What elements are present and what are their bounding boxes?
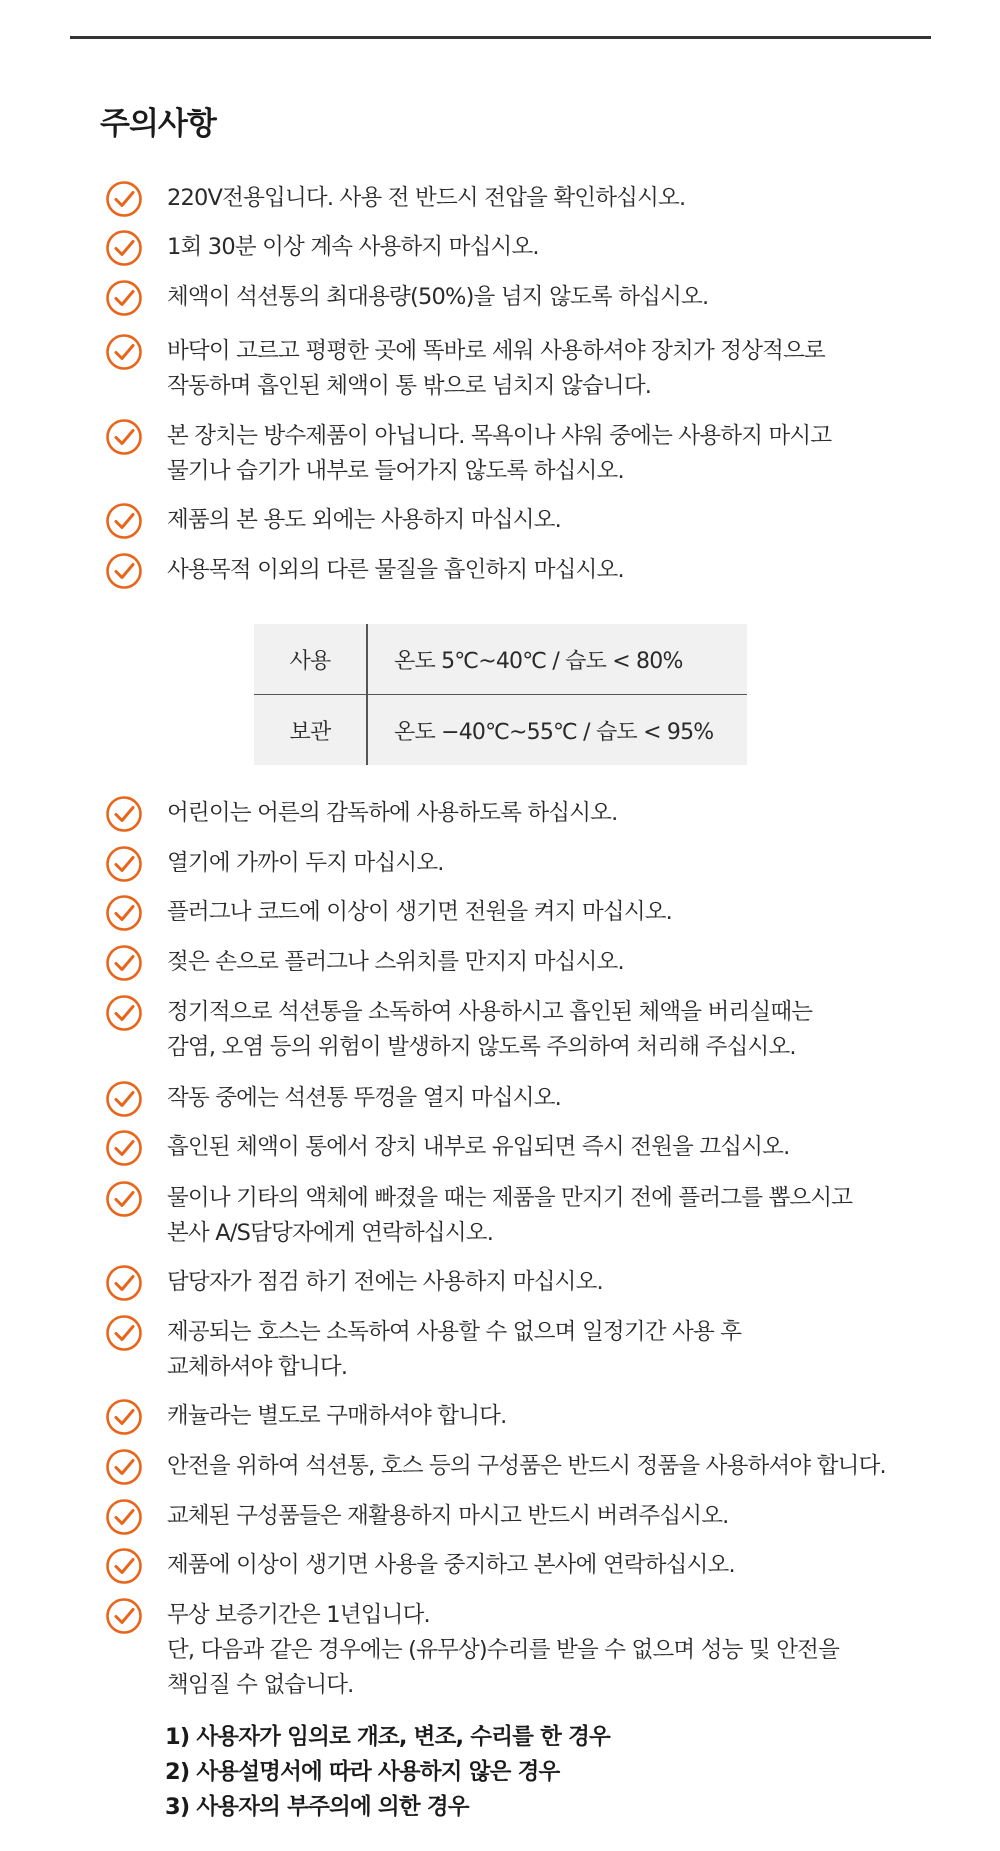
caution-item (105, 1180, 852, 1251)
caution-item-text: 220V전용입니다. 사용 전 반드시 전압을 확인하십시오. (167, 185, 686, 211)
caution-item (105, 845, 444, 883)
check-circle-icon (105, 1080, 143, 1118)
check-circle-icon (105, 894, 143, 932)
page-title: 주의사항 (100, 106, 216, 142)
caution-item-text: 정기적으로 석션통을 소독하여 사용하시고 흡인된 체액을 버리실때는 감염, 오염 등의 위험이 발생하지 않도록 주의하여 처리해 주십시오. (167, 999, 813, 1060)
caution-item (105, 279, 708, 317)
caution-item (105, 1547, 735, 1585)
check-circle-icon (105, 1398, 143, 1436)
caution-item-text: 1회 30분 이상 계속 사용하지 마십시오. (167, 234, 539, 260)
check-circle-icon (105, 1264, 143, 1302)
caution-item (105, 502, 561, 540)
env-row-use (254, 624, 747, 695)
caution-item (105, 1448, 886, 1486)
caution-item-text: 사용목적 이외의 다른 물질을 흡인하지 마십시오. (167, 557, 624, 583)
exception-item: 2) 사용설명서에 따라 사용하지 않은 경우 (165, 1759, 560, 1785)
check-circle-icon (105, 180, 143, 218)
caution-item-text: 젖은 손으로 플러그나 스위치를 만지지 마십시오. (167, 949, 624, 975)
caution-item-text: 어린이는 어른의 감독하에 사용하도록 하십시오. (167, 800, 618, 826)
check-circle-icon (105, 1498, 143, 1536)
caution-item (105, 333, 825, 404)
env-label: 보관 (254, 695, 367, 766)
exception-item: 1) 사용자가 임의로 개조, 변조, 수리를 한 경우 (165, 1724, 610, 1750)
caution-item-text: 제품에 이상이 생기면 사용을 중지하고 본사에 연락하십시오. (167, 1552, 735, 1578)
caution-item (105, 1264, 603, 1302)
check-circle-icon (105, 1547, 143, 1585)
caution-item-text: 흡인된 체액이 통에서 장치 내부로 유입되면 즉시 전원을 끄십시오. (167, 1134, 790, 1160)
env-label: 사용 (254, 624, 367, 695)
caution-item-text: 본 장치는 방수제품이 아닙니다. 목욕이나 샤워 중에는 사용하지 마시고 물기나 습기가 내부로 들어가지 않도록 하십시오. (167, 423, 832, 484)
check-circle-icon (105, 502, 143, 540)
check-circle-icon (105, 944, 143, 982)
check-circle-icon (105, 279, 143, 317)
caution-item-text: 바닥이 고르고 평평한 곳에 똑바로 세워 사용하셔야 장치가 정상적으로 작동하며 흡인된 체액이 통 밖으로 넘치지 않습니다. (167, 338, 825, 399)
check-circle-icon (105, 1180, 143, 1218)
caution-item-text: 안전을 위하여 석션통, 호스 등의 구성품은 반드시 정품을 사용하셔야 합니다. (167, 1453, 886, 1479)
caution-item (105, 552, 624, 590)
caution-item (105, 1314, 741, 1385)
top-divider (70, 36, 931, 39)
caution-item (105, 1498, 729, 1536)
env-value: 온도 −40℃~55℃ / 습도 < 95% (394, 719, 714, 745)
check-circle-icon (105, 845, 143, 883)
check-circle-icon (105, 1597, 143, 1635)
caution-item (105, 1129, 789, 1167)
caution-item (105, 1597, 839, 1703)
caution-item-text: 작동 중에는 석션통 뚜껑을 열지 마십시오. (167, 1085, 562, 1111)
caution-item-text: 제공되는 호스는 소독하여 사용할 수 없으며 일정기간 사용 후 교체하셔야 합니다. (167, 1319, 742, 1380)
caution-item-text: 플러그나 코드에 이상이 생기면 전원을 켜지 마십시오. (167, 899, 673, 925)
caution-item (105, 894, 672, 932)
caution-item (105, 1080, 561, 1118)
caution-item-text: 무상 보증기간은 1년입니다. 단, 다음과 같은 경우에는 (유무상)수리를 받을 수 없으며 성능 및 안전을 책임질 수 없습니다. (167, 1602, 840, 1698)
exception-item: 3) 사용자의 부주의에 의한 경우 (165, 1794, 469, 1820)
check-circle-icon (105, 333, 143, 371)
check-circle-icon (105, 1314, 143, 1352)
check-circle-icon (105, 552, 143, 590)
caution-item (105, 418, 831, 489)
caution-item-text: 교체된 구성품들은 재활용하지 마시고 반드시 버려주십시오. (167, 1503, 729, 1529)
caution-item (105, 944, 624, 982)
check-circle-icon (105, 1448, 143, 1486)
env-row-storage (254, 695, 747, 766)
caution-item (105, 229, 539, 267)
caution-item-text: 열기에 가까이 두지 마십시오. (167, 850, 444, 876)
check-circle-icon (105, 795, 143, 833)
caution-item-text: 캐뉼라는 별도로 구매하셔야 합니다. (167, 1403, 507, 1429)
environment-table (254, 624, 747, 765)
caution-item (105, 1398, 506, 1436)
env-value: 온도 5℃~40℃ / 습도 < 80% (367, 624, 747, 695)
check-circle-icon (105, 994, 143, 1032)
caution-item-text: 체액이 석션통의 최대용량(50%)을 넘지 않도록 하십시오. (167, 284, 709, 310)
check-circle-icon (105, 418, 143, 456)
caution-item-text: 담당자가 점검 하기 전에는 사용하지 마십시오. (167, 1269, 603, 1295)
check-circle-icon (105, 229, 143, 267)
caution-item-text: 제품의 본 용도 외에는 사용하지 마십시오. (167, 507, 562, 533)
caution-item (105, 795, 617, 833)
caution-item-text: 물이나 기타의 액체에 빠졌을 때는 제품을 만지기 전에 플러그를 뽑으시고 본사 A/S담당자에게 연락하십시오. (167, 1185, 853, 1246)
caution-item (105, 180, 685, 218)
exception-list (165, 1720, 610, 1825)
caution-item (105, 994, 812, 1065)
check-circle-icon (105, 1129, 143, 1167)
